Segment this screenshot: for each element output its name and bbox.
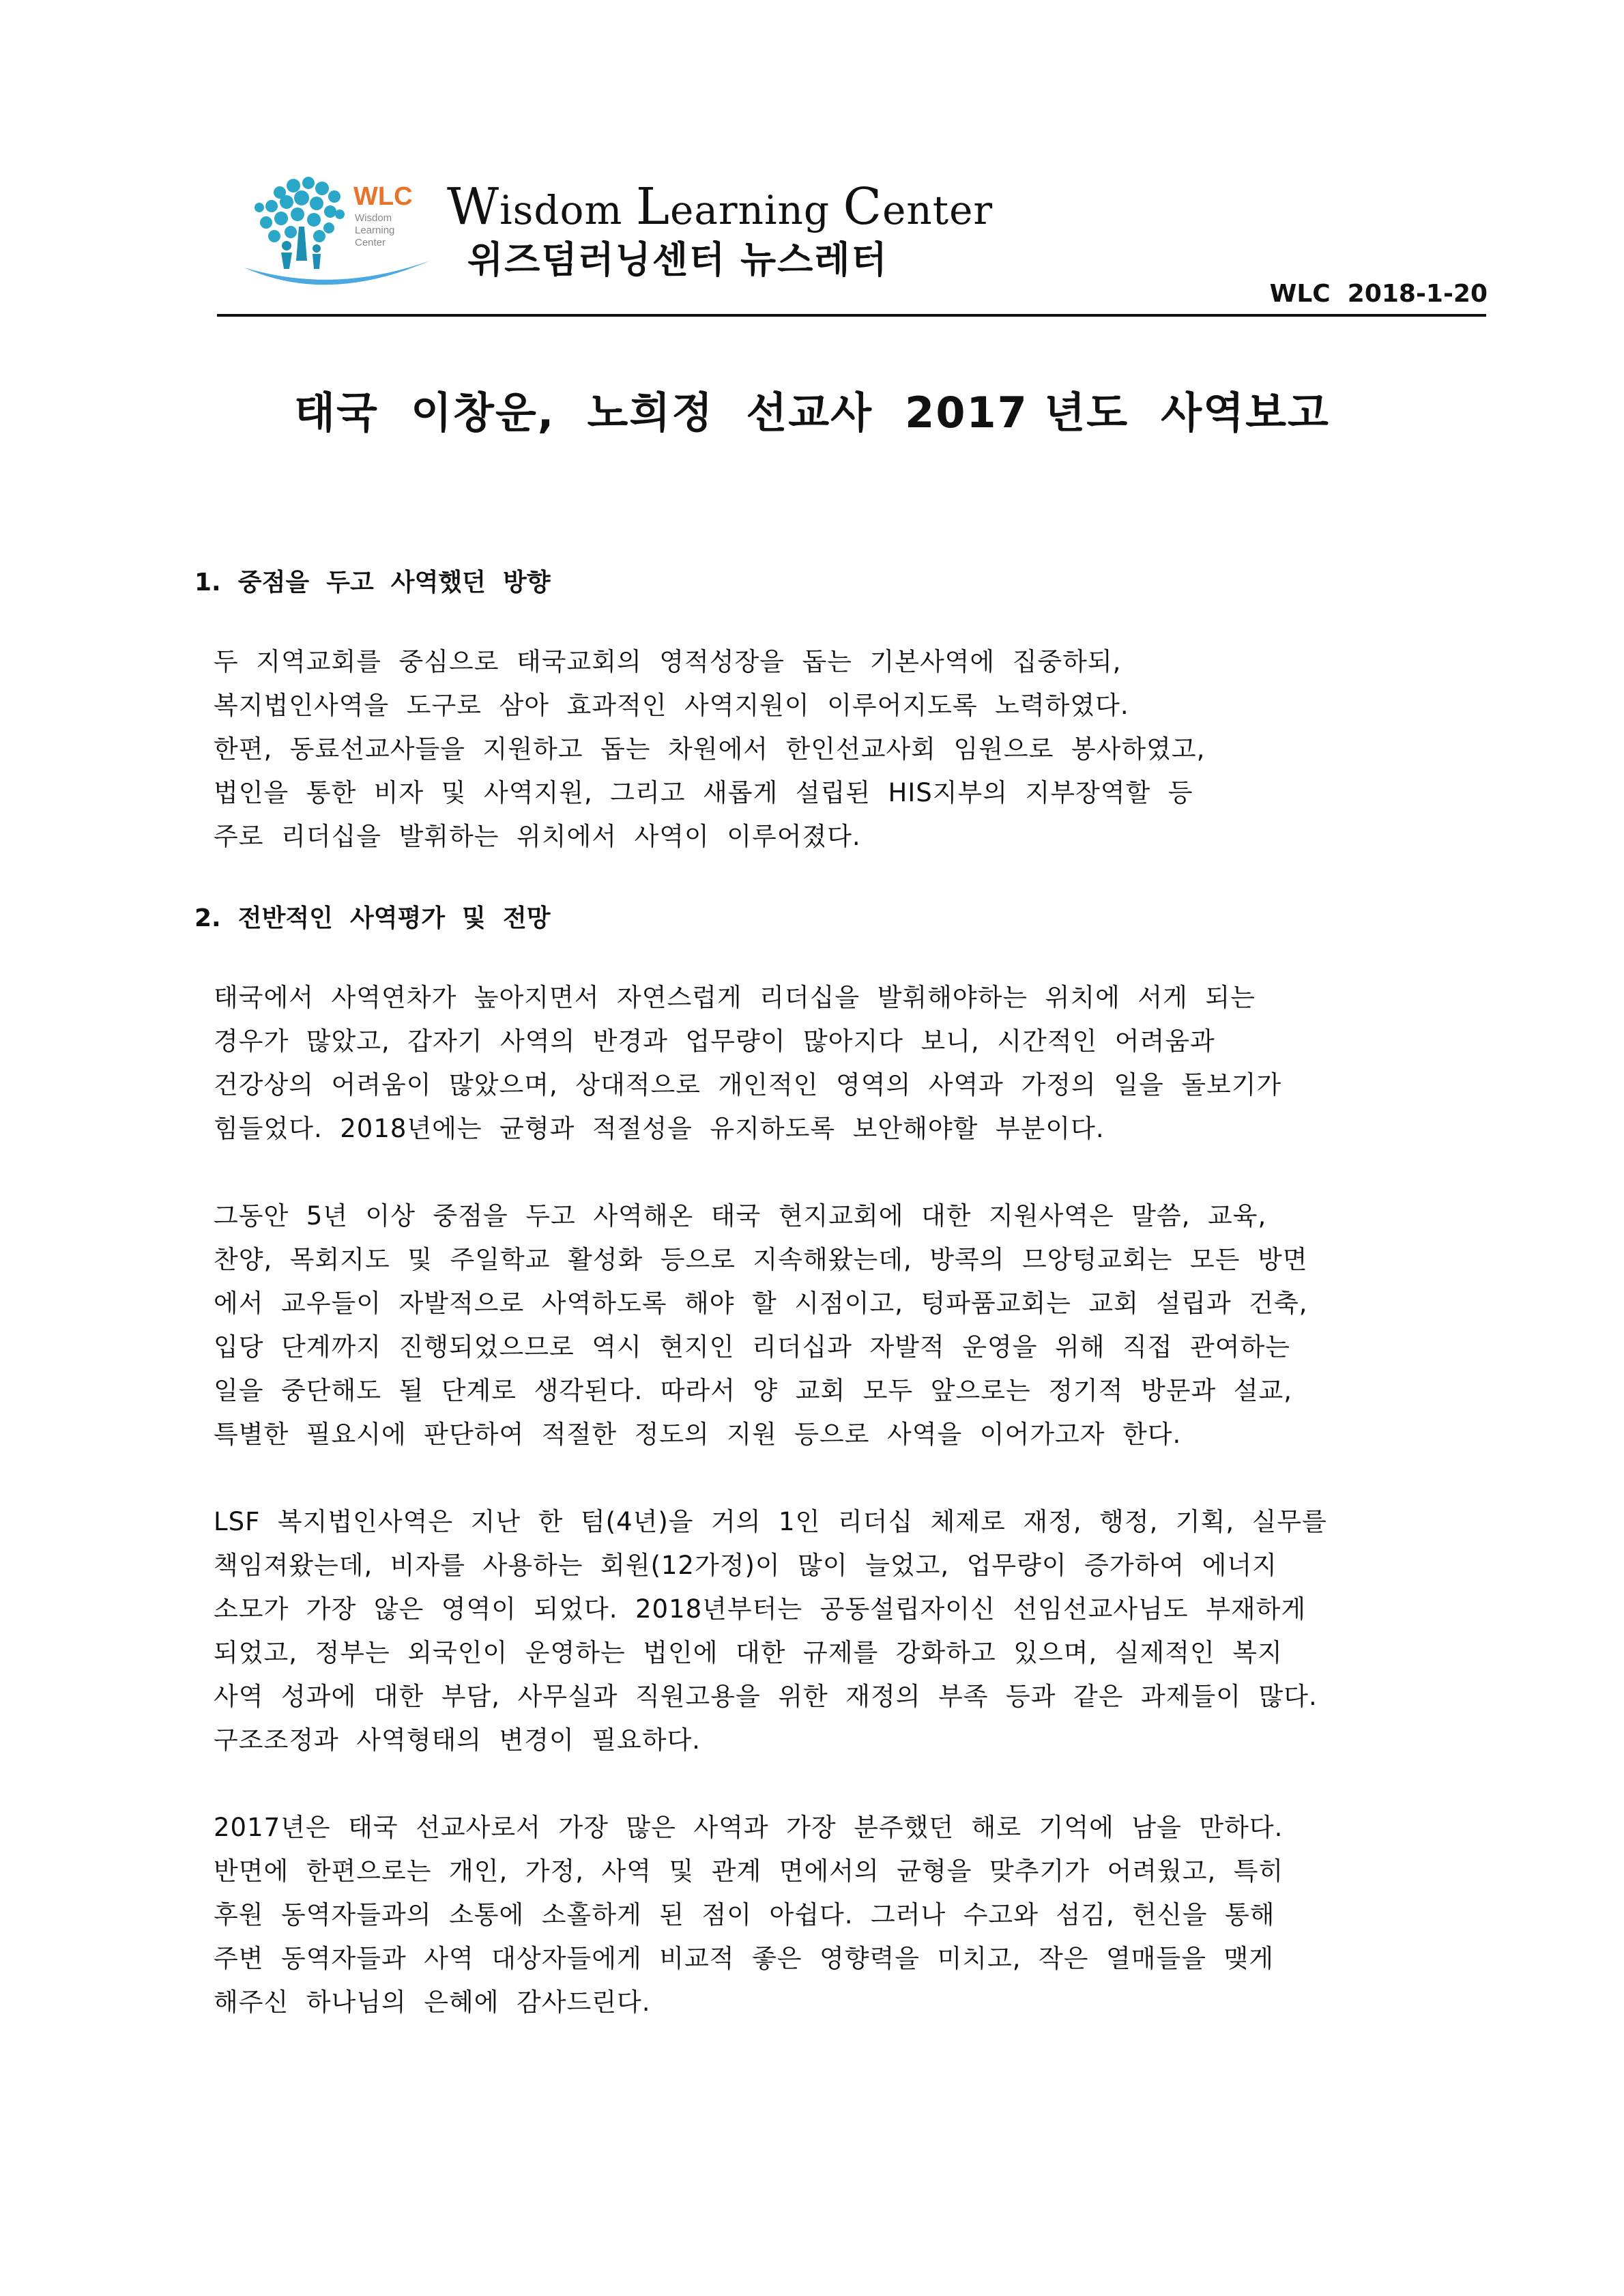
paragraph bbox=[214, 1500, 1368, 1762]
brand-word: isdom bbox=[499, 187, 636, 233]
logo-sub-line: Learning bbox=[355, 225, 395, 236]
text-line: 에서 교우들이 자발적으로 사역하도록 해야 할 시점이고, 텅파품교회는 교회 설립과 건축, bbox=[214, 1289, 1308, 1318]
report-body bbox=[194, 566, 1368, 2068]
text-line: 법인을 통한 비자 및 사역지원, 그리고 새롭게 설립된 HIS지부의 지부장역할 등 bbox=[214, 778, 1193, 807]
text-line: 해주신 하나님의 은혜에 감사드린다. bbox=[214, 1988, 651, 2017]
text-line: 되었고, 정부는 외국인이 운영하는 법인에 대한 규제를 강화하고 있으며, 실제적인 복지 bbox=[214, 1638, 1283, 1667]
text-line: 2017년은 태국 선교사로서 가장 많은 사역과 가장 분주했던 해로 기억에 남을 만하다. bbox=[214, 1813, 1284, 1842]
tree-people-icon bbox=[232, 165, 437, 308]
paragraph bbox=[214, 1806, 1368, 2024]
text-line: LSF 복지법인사역은 지난 한 텀(4년)을 거의 1인 리더십 체제로 재정, 행정, 기획, 실무를 bbox=[214, 1507, 1327, 1536]
text-line: 찬양, 목회지도 및 주일학교 활성화 등으로 지속해왔는데, 방콕의 므앙텅교회는 모든 방면 bbox=[214, 1245, 1308, 1274]
text-line: 복지법인사역을 도구로 삼아 효과적인 사역지원이 이루어지도록 노력하였다. bbox=[214, 691, 1129, 720]
text-line: 책임져왔는데, 비자를 사용하는 회원(12가정)이 많이 늘었고, 업무량이 증가하여 에너지 bbox=[214, 1551, 1277, 1580]
newsletter-header bbox=[218, 150, 1488, 307]
brand-name-korean: 위즈덤러닝센터 뉴스레터 bbox=[467, 238, 888, 281]
text-line: 특별한 필요시에 판단하여 적절한 정도의 지원 등으로 사역을 이어가고자 한다. bbox=[214, 1420, 1182, 1449]
text-line: 주로 리더십을 발휘하는 위치에서 사역이 이루어졌다. bbox=[214, 822, 861, 851]
text-line: 경우가 많았고, 갑자기 사역의 반경과 업무량이 많아지다 보니, 시간적인 어려움과 bbox=[214, 1027, 1215, 1056]
brand-initial: L bbox=[635, 177, 670, 236]
text-line: 입당 단계까지 진행되었으므로 역시 현지인 리더십과 자발적 운영을 위해 직접 관여하는 bbox=[214, 1332, 1290, 1362]
text-line: 일을 중단해도 될 단계로 생각된다. 따라서 양 교회 모두 앞으로는 정기적 방문과 설교, bbox=[214, 1376, 1293, 1405]
brand-word: earning bbox=[670, 187, 843, 233]
paragraph bbox=[214, 1194, 1368, 1456]
text-line: 주변 동역자들과 사역 대상자들에게 비교적 좋은 영향력을 미치고, 작은 열매들을 맺게 bbox=[214, 1944, 1274, 1973]
text-line: 후원 동역자들과의 소통에 소홀하게 된 점이 아쉽다. 그러나 수고와 섬김, 헌신을 통해 bbox=[214, 1900, 1275, 1929]
logo-sub-line: Center bbox=[355, 237, 386, 248]
text-line: 두 지역교회를 중심으로 태국교회의 영적성장을 돕는 기본사역에 집중하되, bbox=[214, 647, 1122, 676]
brand-initial: C bbox=[843, 177, 883, 236]
brand-word: enter bbox=[882, 187, 994, 233]
text-line: 소모가 가장 않은 영역이 되었다. 2018년부터는 공동설립자이신 선임선교사님도 부재하게 bbox=[214, 1594, 1307, 1624]
text-line: 태국에서 사역연차가 높아지면서 자연스럽게 리더십을 발휘해야하는 위치에 서게 되는 bbox=[214, 983, 1256, 1012]
paragraph bbox=[214, 976, 1368, 1151]
text-line: 반면에 한편으로는 개인, 가정, 사역 및 관계 면에서의 균형을 맞추기가 어려웠고, 특히 bbox=[214, 1856, 1284, 1886]
paragraph bbox=[214, 640, 1368, 859]
document-title: 태국 이창운, 노희정 선교사 2017 년도 사역보고 bbox=[294, 388, 1330, 437]
header-divider bbox=[217, 314, 1486, 317]
section-heading: 2. 전반적인 사역평가 및 전망 bbox=[194, 904, 551, 932]
text-line: 힘들었다. 2018년에는 균형과 적절성을 유지하도록 보안해야할 부분이다. bbox=[214, 1114, 1105, 1143]
text-line: 한편, 동료선교사들을 지원하고 돕는 차원에서 한인선교사회 임원으로 봉사하였고, bbox=[214, 734, 1206, 764]
text-line: 건강상의 어려움이 많았으며, 상대적으로 개인적인 영역의 사역과 가정의 일을 돌보기가 bbox=[214, 1070, 1282, 1100]
text-line: 사역 성과에 대한 부담, 사무실과 직원고용을 위한 재정의 부족 등과 같은 과제들이 많다. bbox=[214, 1682, 1318, 1711]
text-line: 구조조정과 사역형태의 변경이 필요하다. bbox=[214, 1725, 701, 1755]
brand-name-english bbox=[447, 177, 993, 236]
section-heading: 1. 중점을 두고 사역했던 방향 bbox=[194, 569, 551, 597]
logo-sub-line: Wisdom bbox=[355, 212, 392, 224]
brand-initial: W bbox=[447, 177, 500, 236]
logo-abbr: WLC bbox=[353, 182, 413, 211]
issue-date: WLC 2018-1-20 bbox=[1269, 280, 1488, 308]
text-line: 그동안 5년 이상 중점을 두고 사역해온 태국 현지교회에 대한 지원사역은 말씀, 교육, bbox=[214, 1201, 1267, 1231]
